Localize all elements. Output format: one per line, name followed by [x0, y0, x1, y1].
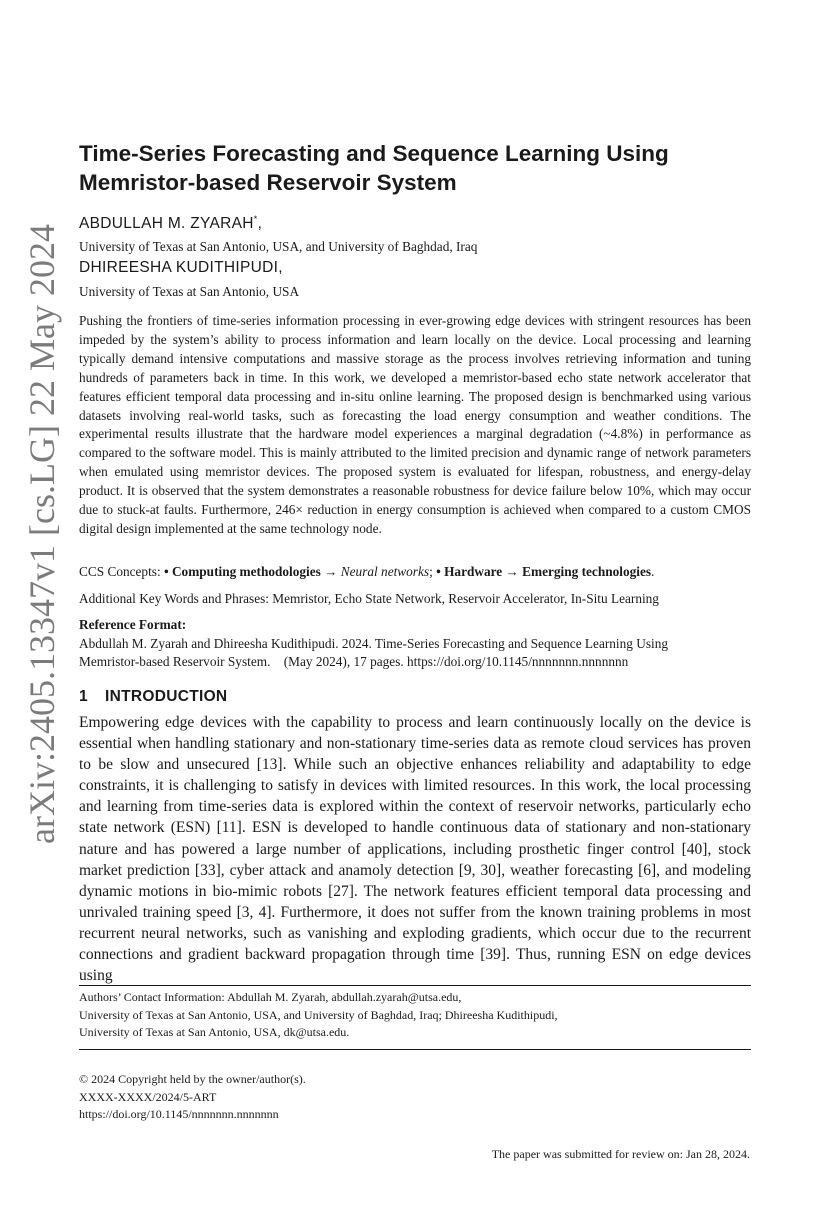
- submission-note: The paper was submitted for review on: Jan 28, 2024.: [491, 1147, 750, 1161]
- copyright-block: [79, 1071, 759, 1124]
- contact-line: Authors’ Contact Information: Abdullah M. Zyarah, abdullah.zyarah@utsa.edu,: [79, 990, 462, 1004]
- author-name-suffix: ,: [257, 215, 263, 233]
- ccs-arrow: →: [505, 564, 519, 579]
- ccs-label: CCS Concepts:: [79, 564, 161, 579]
- copyright-divider: [79, 1049, 751, 1050]
- reference-format-line: Memristor-based Reservoir System. (May 2024), 17 pages. https://doi.org/10.1145/nnnnnnn.nnnnnnn: [79, 654, 629, 669]
- ccs-item-sub: Neural networks: [340, 564, 430, 579]
- author-name-text: ABDULLAH M. ZYARAH: [79, 215, 254, 233]
- reference-format-line: Abdullah M. Zyarah and Dhireesha Kudithipudi. 2024. Time-Series Forecasting and Sequence Learning Using: [79, 635, 669, 651]
- section-number: 1: [79, 688, 88, 705]
- contact-line: University of Texas at San Antonio, USA, dk@utsa.edu.: [79, 1025, 350, 1039]
- author-affiliation: University of Texas at San Antonio, USA, and University of Baghdad, Iraq: [79, 239, 478, 254]
- paper-title: Time-Series Forecasting and Sequence Learning Using Memristor-based Reservoir System: [79, 141, 669, 195]
- section-heading: [79, 688, 227, 706]
- copyright-line: XXXX-XXXX/2024/5-ART: [79, 1089, 217, 1104]
- ccs-item-main: Hardware: [444, 564, 503, 579]
- ccs-item-main: Computing methodologies: [171, 564, 321, 579]
- author-name: [79, 214, 262, 233]
- reference-format: [79, 616, 759, 672]
- contact-line: University of Texas at San Antonio, USA, and University of Baghdad, Iraq; Dhireesha Kudithipudi,: [79, 1007, 558, 1022]
- reference-format-label: Reference Format:: [79, 617, 187, 632]
- section-title: INTRODUCTION: [105, 688, 228, 705]
- copyright-line: © 2024 Copyright held by the owner/author(s).: [79, 1072, 306, 1086]
- contact-info: [79, 989, 759, 1042]
- ccs-separator: ;: [429, 564, 433, 579]
- author-footnote-mark: *: [253, 214, 258, 224]
- copyright-line: https://doi.org/10.1145/nnnnnnn.nnnnnnn: [79, 1107, 279, 1121]
- keywords: Additional Key Words and Phrases: Memristor, Echo State Network, Reservoir Accelerator, In-Situ Learning: [79, 591, 659, 606]
- author-affiliation: University of Texas at San Antonio, USA: [79, 284, 300, 299]
- arxiv-side-stamp: arXiv:2405.13347v1 [cs.LG] 22 May 2024: [22, 224, 62, 844]
- ccs-end: .: [651, 564, 655, 579]
- author-name: [79, 259, 283, 277]
- author-name-suffix: ,: [278, 259, 283, 276]
- ccs-arrow: →: [324, 564, 338, 579]
- footnote-divider: [79, 985, 751, 986]
- intro-paragraph: Empowering edge devices with the capability to process and learn continuously locally on the device is essential when handling stationary and non-stationary time-series data as remote cloud services has proven to be slow and unsecured [13]. While such an objective enhances reliability and adaptability to edge constraints, it is challenging to satisfy in devices with limited resources. In this work, the local processing and learning from time-series data is explored within the context of reservoir networks, particularly echo state network (ESN) [11]. ESN is developed to handle continuous data of stationary and non-stationary nature and has powered a large number of applications, including prosthetic finger control [40], stock market prediction [33], cyber attack and anamoly detection [9, 30], weather forecasting [6], and modeling dynamic motions in bio-mimic robots [27]. The network features efficient temporal data processing and unrivaled training speed [3, 4]. Furthermore, it does not suffer from the known training problems in most recurrent neural networks, such as vanishing and exploding gradients, which occur due to the recurrent connections and gradient backward propagation through time [39]. Thus, running ESN on edge devices using: [79, 714, 751, 985]
- abstract: Pushing the frontiers of time-series information processing in ever-growing edge devices with stringent resources has been impeded by the system’s ability to process information and learn locally on the device. Local processing and learning typically demand intensive computations and massive storage as the process involves retrieving information and tuning hundreds of parameters back in time. In this work, we developed a memristor-based echo state network accelerator that features efficient temporal data processing and in-situ online learning. The proposed design is benchmarked using various datasets involving real-world tasks, such as forecasting the load energy consumption and weather conditions. The experimental results illustrate that the hardware model experiences a marginal degradation (~4.8%) in performance as compared to the software model. This is mainly attributed to the limited precision and dynamic range of network parameters when emulated using memristor devices. The proposed system is evaluated for lifespan, robustness, and energy-delay product. It is observed that the system demonstrates a reasonable robustness for device failure below 10%, which may occur due to stuck-at faults. Furthermore, 246× reduction in energy consumption is achieved when compared to a custom CMOS digital design implemented at the same technology node.: [79, 313, 751, 536]
- ccs-concepts: [79, 563, 759, 581]
- ccs-bullet: •: [163, 564, 169, 579]
- author-name-text: DHIREESHA KUDITHIPUDI: [79, 259, 279, 276]
- ccs-item-sub: Emerging technologies: [522, 564, 652, 579]
- ccs-bullet: •: [436, 564, 441, 579]
